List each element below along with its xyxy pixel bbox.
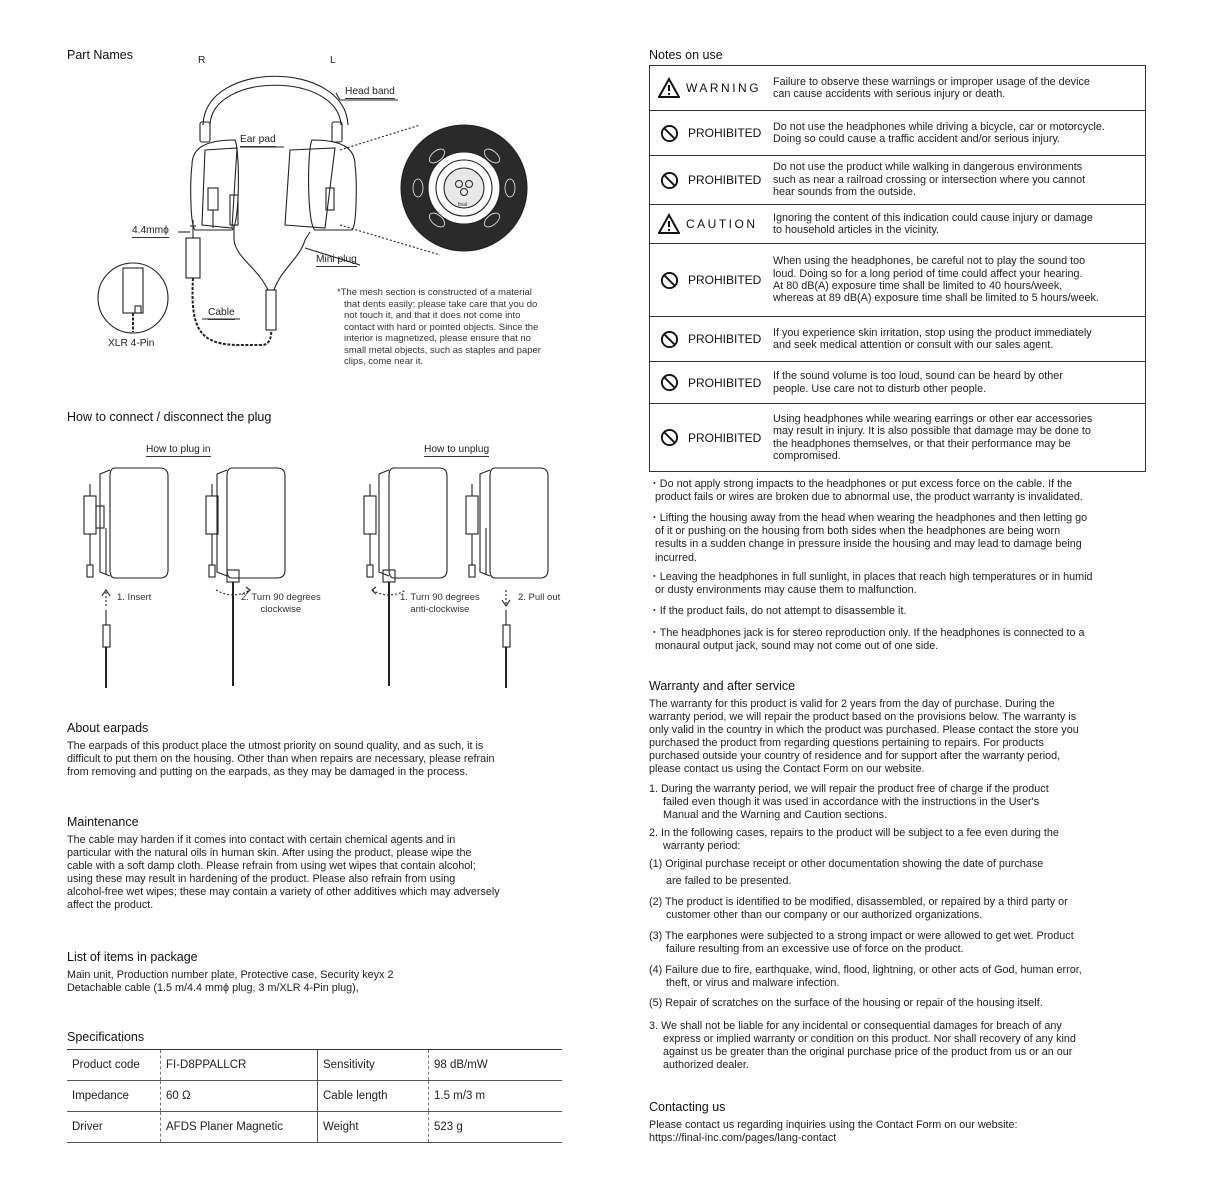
right-label: R	[198, 55, 206, 66]
contact-heading: Contacting us	[649, 1100, 726, 1114]
connect-heading: How to connect / disconnect the plug	[67, 410, 272, 424]
mesh-note: *The mesh section is constructed of a material that dents easily; please take care that you do not touch it, and that it does not come into contact with hard or pointed objects. Since the interior is magnetized, please ensure that no small metal objects, such as staples and paper clips, come near it.	[337, 287, 541, 367]
earpads-text: The earpads of this product place the utmost priority on sound quality, and as such, it is difficult to put them on the housing. Other than when repairs are necessary, please refrain from removing and putting on the earpads, as they may be damaged in the process.	[67, 740, 495, 778]
plug-in-heading: How to plug in	[146, 444, 211, 455]
spec-key: Driver	[67, 1112, 161, 1143]
specs-heading: Specifications	[67, 1030, 145, 1044]
table-row: PROHIBITED Do not use the product while walking in dangerous environments such as near a railroad crossing or intersection where you cannot hear sounds from the outside.	[650, 156, 1145, 205]
step-pull-out: 2. Pull out	[518, 592, 561, 603]
warning-icon	[658, 77, 680, 99]
spec-key: Sensitivity	[318, 1050, 429, 1081]
prohibited-icon	[660, 330, 679, 349]
xlr-label: XLR 4-Pin	[108, 338, 155, 349]
spec-value: 1.5 m/3 m	[429, 1081, 563, 1112]
logo-text: final	[458, 202, 468, 208]
spec-value: 60 Ω	[161, 1081, 318, 1112]
prohibited-icon	[660, 373, 679, 392]
package-text: Main unit, Production number plate, Protective case, Security keyx 2 Detachable cable (1.5 m/4.4 mmϕ plug, 3 m/XLR 4-Pin plug),	[67, 969, 394, 994]
table-row	[67, 1050, 562, 1081]
spec-key: Weight	[318, 1112, 429, 1143]
bullet-item: ・Leaving the headphones in full sunlight, in places that reach high temperatures or in humid or dusty environments may cause them to malfunction.	[649, 571, 1093, 597]
spec-value: 98 dB/mW	[429, 1050, 563, 1081]
specs-table	[67, 1049, 562, 1143]
warranty-intro: The warranty for this product is valid for 2 years from the day of purchase. During the warranty period, we will repair the product based on the provisions below. The warranty is only valid in the country in which the product was purchased. Please contact the store you purchased the product from regarding questions pertaining to repairs. For products purchased outside your country of residence and for support after the warranty period, please contact us using the Contact Form on our website.	[649, 698, 1079, 775]
unplug-heading: How to unplug	[424, 444, 490, 455]
warranty-item: 1. During the warranty period, we will repair the product free of charge if the product failed even though it was used in accordance with the instructions in the User's Manual and the Warning and Caution sections.	[649, 783, 1049, 821]
contact-link[interactable]: https://final-inc.com/pages/lang-contact	[649, 1131, 837, 1144]
caution-icon	[658, 213, 680, 235]
table-row	[67, 1112, 562, 1143]
prohibited-icon	[660, 171, 679, 190]
warranty-heading: Warranty and after service	[649, 679, 796, 693]
table-row: PROHIBITED If the sound volume is too loud, sound can be heard by other people. Use care not to disturb other people.	[650, 362, 1145, 404]
notes-table	[649, 65, 1146, 472]
step-turn-clockwise: 2. Turn 90 degrees clockwise	[241, 592, 321, 615]
bullet-item: ・The headphones jack is for stereo reproduction only. If the headphones is connected to a monaural output jack, sound may not come out of one side.	[649, 627, 1085, 653]
maintenance-text: The cable may harden if it comes into contact with certain chemical agents and in particular with the natural oils in human skin. After using the product, please wipe the cable with a soft damp cloth. Please refrain from using wet wipes that contain alcohol; using these may result in hardening of the product. Please also refrain from using alcohol-free wet wipes; these may contain a variety of other additives which may adversely affect the product.	[67, 834, 500, 911]
table-row: CAUTION Ignoring the content of this indication could cause injury or damage to household articles in the vicinity.	[650, 205, 1145, 244]
contact-text: Please contact us regarding inquiries using the Contact Form on our website: https://final-inc.com/pages/lang-contact	[649, 1119, 1149, 1145]
spec-value: FI-D8PPALLCR	[161, 1050, 318, 1081]
package-heading: List of items in package	[67, 950, 198, 964]
warranty-item: 3. We shall not be liable for any incidental or consequential damages for breach of any express or implied warranty or condition on this product. Nor shall recovery of any kind against us be greater than the original purchase price of the product from us or an our authorized dealer.	[649, 1020, 1076, 1071]
spec-key: Impedance	[67, 1081, 161, 1112]
spec-key: Product code	[67, 1050, 161, 1081]
step-insert: 1. Insert	[117, 592, 152, 603]
spec-value: 523 g	[429, 1112, 563, 1143]
warranty-item: (5) Repair of scratches on the surface of the housing or repair of the housing itself.	[649, 997, 1043, 1009]
mini-plug-label: Mini plug	[316, 254, 357, 265]
cable-label: Cable	[208, 307, 235, 318]
plug-size-label: 4.4mmϕ	[132, 225, 169, 236]
table-row: PROHIBITED Do not use the headphones while driving a bicycle, car or motorcycle. Doing so could cause a traffic accident and/or serious injury.	[650, 111, 1145, 156]
bullet-item: ・Lifting the housing away from the head when wearing the headphones and then letting go of it or pushing on the housing from both sides when the headphones are being worn results in a sudden change in pressure inside the housing and may lead to damage being incurred.	[649, 512, 1088, 564]
warranty-item: (3) The earphones were subjected to a strong impact or were allowed to get wet. Product failure resulting from an excessive use of force on the product.	[649, 930, 1074, 955]
connect-diagram	[75, 460, 575, 695]
warranty-item: 2. In the following cases, repairs to the product will be subject to a fee even during the warranty period:	[649, 827, 1059, 852]
prohibited-icon	[660, 124, 679, 143]
spec-value: AFDS Planer Magnetic	[161, 1112, 318, 1143]
table-row: PROHIBITED When using the headphones, be careful not to play the sound too loud. Doing so for a long period of time could affect your hearing. At 80 dB(A) exposure time shall be limited to 40 hours/week, whereas at 89 dB(A) exposure time shall be limited to 5 hours/week.	[650, 244, 1145, 317]
warranty-item: (2) The product is identified to be modified, disassembled, or repaired by a third party or customer other than our company or our authorized organizations.	[649, 896, 1068, 921]
spec-key: Cable length	[318, 1081, 429, 1112]
ear-pad-label: Ear pad	[240, 134, 276, 145]
part-names-heading: Part Names	[67, 48, 133, 62]
notes-heading: Notes on use	[649, 48, 723, 62]
left-label: L	[330, 55, 336, 66]
table-row: WARNING Failure to observe these warnings or improper usage of the device can cause accidents with serious injury or death.	[650, 66, 1145, 111]
step-turn-anticlockwise: 1. Turn 90 degrees anti-clockwise	[400, 592, 480, 615]
table-row	[67, 1081, 562, 1112]
bullet-item: ・If the product fails, do not attempt to disassemble it.	[649, 605, 907, 617]
table-row: PROHIBITED If you experience skin irritation, stop using the product immediately and seek medical attention or consult with our sales agent.	[650, 317, 1145, 362]
prohibited-icon	[660, 428, 679, 447]
bullet-item: ・Do not apply strong impacts to the headphones or put excess force on the cable. If the product fails or wires are broken due to abnormal use, the product warranty is invalidated.	[649, 478, 1083, 504]
head-band-label: Head band	[345, 86, 395, 97]
table-row: PROHIBITED Using headphones while wearing earrings or other ear accessories may result in injury. It is also possible that damage may be done to the headphones themselves, or that their performance may be compromised.	[650, 404, 1145, 471]
earpads-heading: About earpads	[67, 721, 149, 735]
warranty-item: (1) Original purchase receipt or other documentation showing the date of purchase are failed to be presented.	[649, 858, 1044, 887]
prohibited-icon	[660, 271, 679, 290]
warranty-item: (4) Failure due to fire, earthquake, wind, flood, lightning, or other acts of God, human error, theft, or virus and malware infection.	[649, 964, 1082, 989]
maintenance-heading: Maintenance	[67, 815, 139, 829]
